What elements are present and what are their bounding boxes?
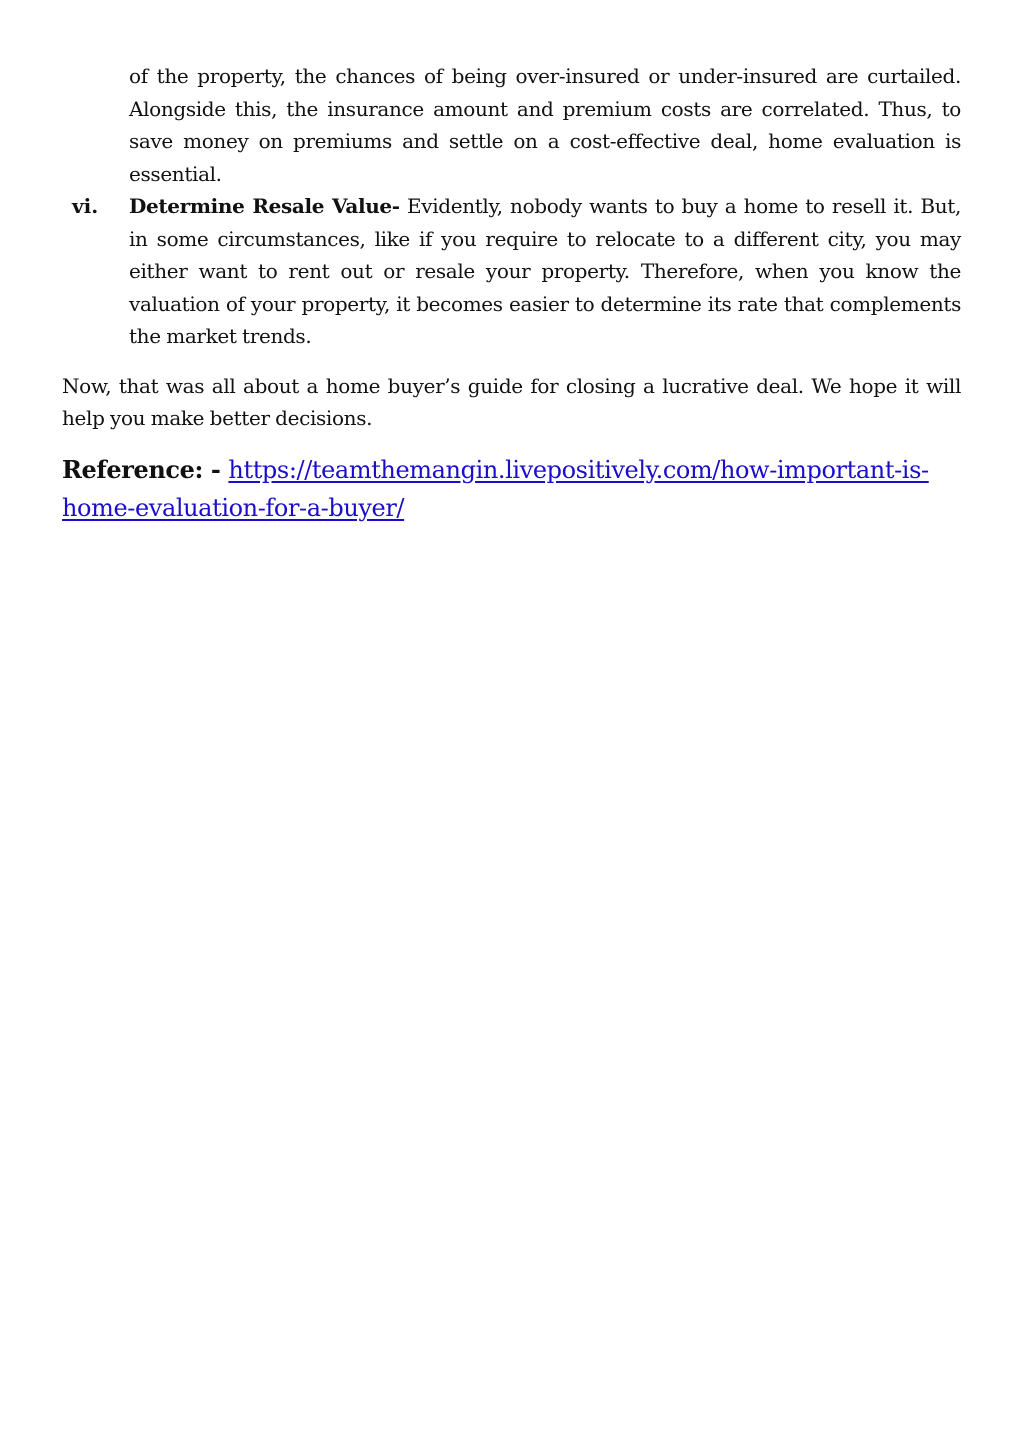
reference-label: Reference: - — [62, 454, 229, 484]
document-page — [62, 60, 961, 527]
reference-line — [62, 451, 961, 527]
continuation-paragraph: of the property, the chances of being over-insured or under-insured are curtailed. Alongside this, the insurance amount and premium costs are correlated. Thus, to save money on premiums and settle on a cost-effective deal, home evaluation is essential. — [129, 64, 961, 186]
list-item-text: Evidently, nobody wants to buy a home to resell it. But, in some circumstances, like if you require to relocate to a different city, you may either want to rent out or resale your property. Therefore, when you know the valuation of your property, it becomes easier to determine its rate that complements the market trends. — [129, 194, 961, 348]
list-marker: vi. — [72, 194, 99, 218]
list-item-resale-value — [62, 190, 961, 353]
closing-paragraph: Now, that was all about a home buyer’s guide for closing a lucrative deal. We hope it will help you make better decisions. — [62, 373, 961, 430]
list-item-title: Determine Resale Value- — [129, 194, 400, 218]
list-item-body — [129, 190, 961, 353]
reference-link[interactable]: https://teamthemangin.livepositively.com/how-important-is-home-evaluation-for-a-buyer/ — [62, 455, 929, 522]
